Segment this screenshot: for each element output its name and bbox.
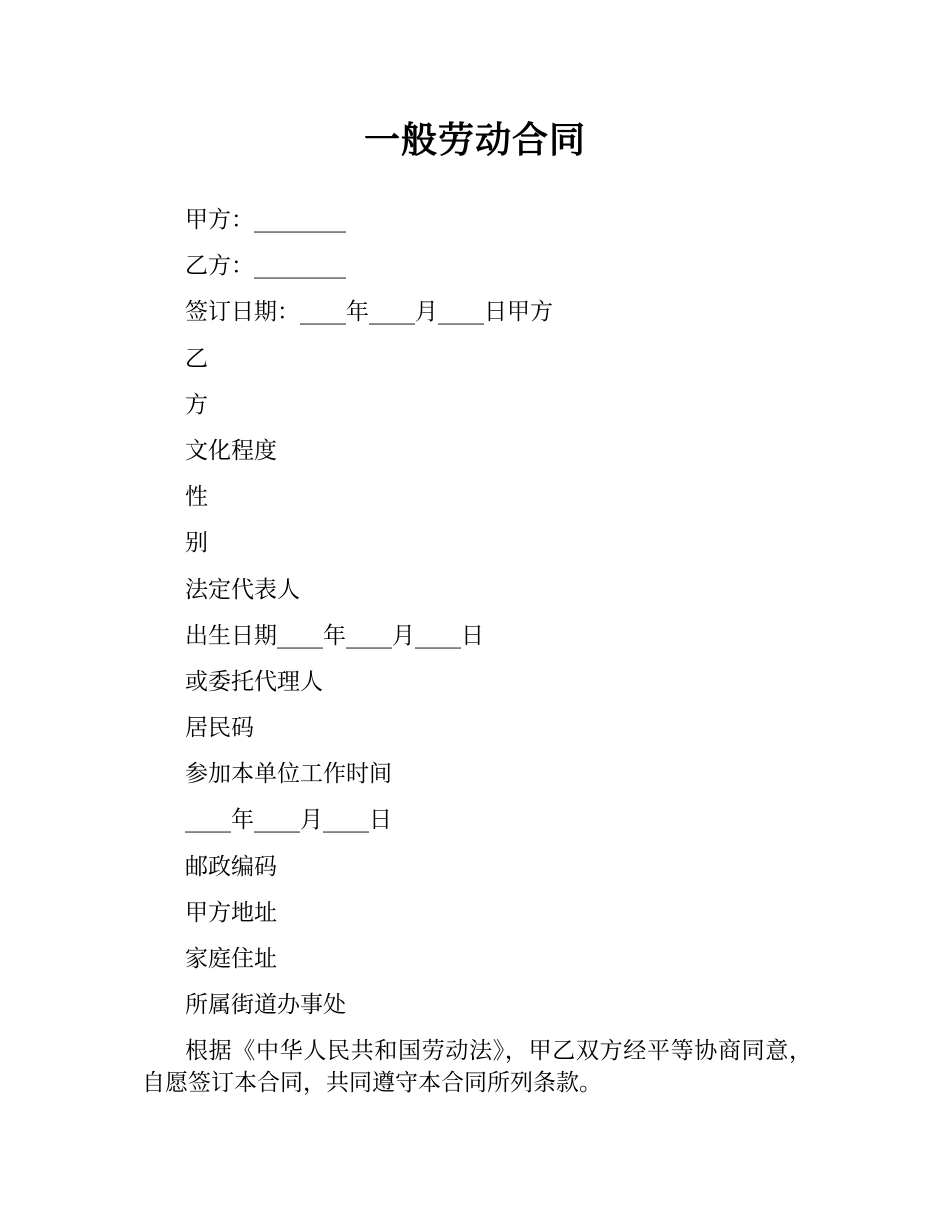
field-education: 文化程度 (185, 437, 277, 464)
field-join-date-label: 参加本单位工作时间 (185, 761, 392, 788)
field-join-date: ____年____月____日 (185, 807, 392, 834)
field-postal-code: 邮政编码 (185, 853, 277, 880)
field-birth-date: 出生日期____年____月____日 (185, 622, 484, 649)
field-party-a-address: 甲方地址 (185, 899, 277, 926)
field-resident-code: 居民码 (185, 715, 254, 742)
field-authorized-agent: 或委托代理人 (185, 668, 323, 695)
field-label-line: 乙 (185, 345, 208, 372)
intro-paragraph: 根据《中华人民共和国劳动法》，甲乙双方经平等协商同意，自愿签订本合同，共同遵守本合同所列条款。 (142, 1038, 812, 1096)
field-home-address: 家庭住址 (185, 946, 277, 972)
document-title: 一般劳动合同 (363, 120, 586, 161)
field-label-line: 别 (185, 530, 208, 557)
field-signing-date: 签订日期：____年____月____日甲方 (185, 299, 553, 326)
contract-fields (185, 200, 825, 1031)
field-party-b: 乙方：________ (185, 253, 346, 280)
field-legal-representative: 法定代表人 (185, 576, 300, 603)
field-party-a: 甲方：________ (185, 207, 346, 233)
field-subdistrict-office: 所属街道办事处 (185, 992, 346, 1019)
field-label-line: 方 (185, 391, 208, 418)
field-label-line: 性 (185, 484, 208, 511)
